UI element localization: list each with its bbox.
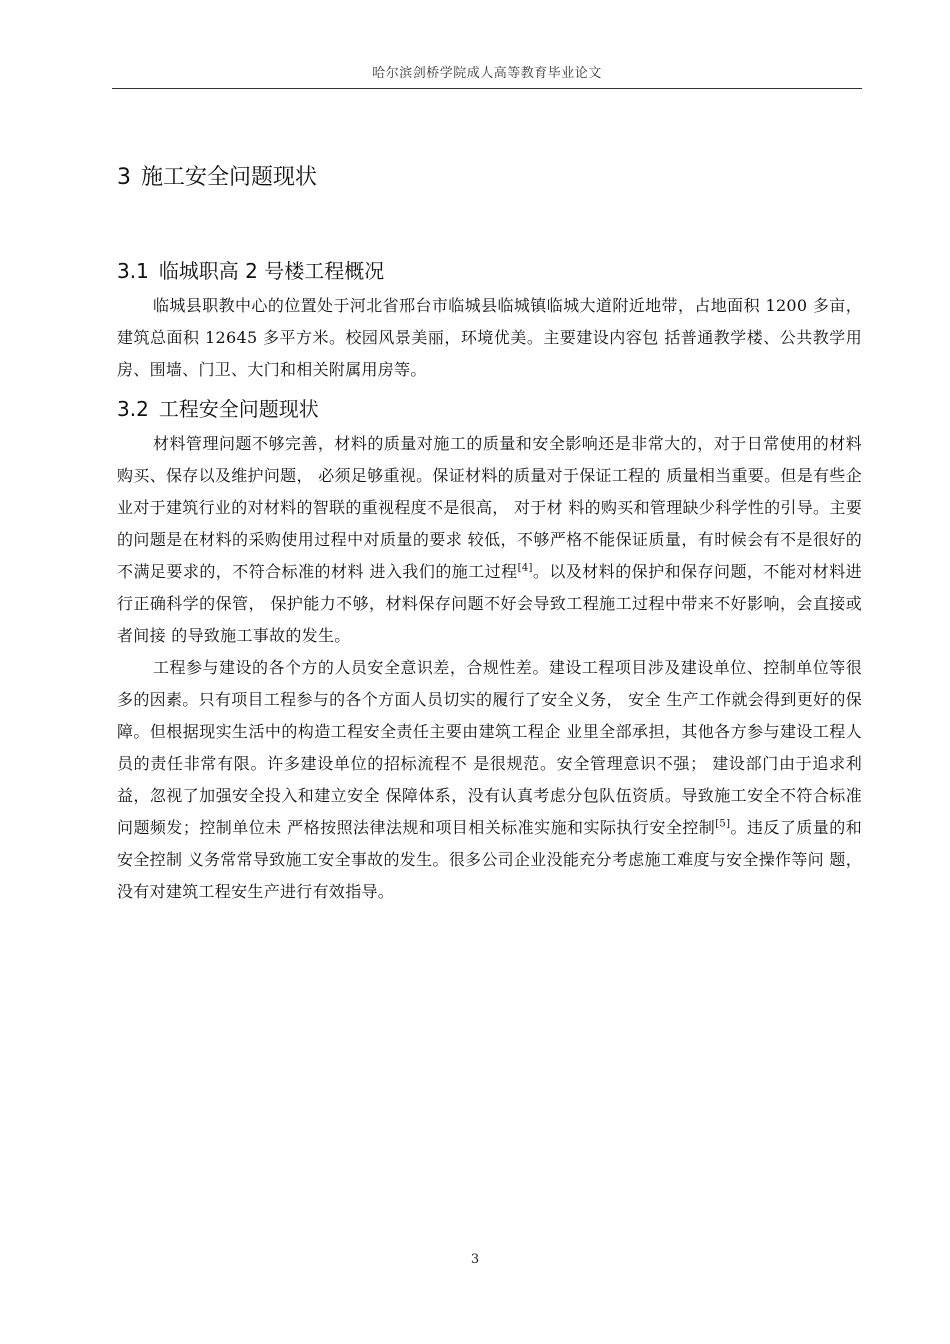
paragraph (117, 428, 862, 652)
page-content (117, 160, 862, 908)
paragraph: 临城县职教中心的位置处于河北省邢台市临城县临城镇临城大道附近地带，占地面积 1200 多亩，建筑总面积 12645 多平方米。校园风景美丽，环境优美。主要建设内容包 括普通教学楼、公共教学用房、围墙、门卫、大门和相关附属用房等。 (117, 296, 862, 379)
paragraph-text: 。违反了质量的和安全控制 义务常常导致施工安全事故的发生。很多公司企业没能充分考虑施工难度与安全操作等问 题，没有对建筑工程安生产进行有效指导。 (117, 818, 862, 901)
section-title (117, 256, 862, 286)
section-number: 3.1 (117, 259, 149, 283)
header-divider (112, 88, 862, 89)
section-title (117, 394, 862, 424)
chapter-title (117, 160, 862, 196)
citation: [4] (517, 562, 533, 574)
paragraph-text: 工程参与建设的各个方的人员安全意识差，合规性差。建设工程项目涉及建设单位、控制单位等很多的因素。只有项目工程参与的各个方面人员切实的履行了安全义务， 安全 生产工作就会得到更好的保障。但根据现实生活中的构造工程安全责任主要由建筑工程企 业里全部承担，其他各方参与建设工程人员的责任非常有限。许多建设单位的招标流程不 是很规范。安全管理意识不强； 建设部门由于追求利益，忽视了加强安全投入和建立安全 保障体系，没有认真考虑分包队伍资质。导致施工安全不符合标准问题频发；控制单位未 严格按照法律法规和项目相关标准实施和实际执行安全控制 (117, 658, 862, 837)
paragraph (117, 652, 862, 908)
paragraph-text: 。以及材料的保护和保存问题，不能对材料进行正确科学的保管， 保护能力不够，材料保存问题不好会导致工程施工过程中带来不好影响，会直接或者间接 的导致施工事故的发生。 (117, 562, 862, 645)
paragraph-text: 材料管理问题不够完善，材料的质量对施工的质量和安全影响还是非常大的，对于日常使用的材料购买、保存以及维护问题， 必须足够重视。保证材料的质量对于保证工程的 质量相当重要。但是有些企业对于建筑行业的对材料的智联的重视程度不是很高， 对于材 料的购买和管理缺少科学性的引导。主要的问题是在材料的采购使用过程中对质量的要求 较低，不够严格不能保证质量，有时候会有不是很好的不满足要求的，不符合标准的材料 进入我们的施工过程 (117, 434, 862, 581)
section-number: 3.2 (117, 397, 149, 421)
chapter-title-text: 施工安全问题现状 (141, 165, 318, 190)
page-number: 3 (470, 1252, 480, 1267)
chapter-number: 3 (117, 165, 131, 190)
section-title-text: 临城职高 2 号楼工程概况 (158, 259, 385, 283)
section-title-text: 工程安全问题现状 (158, 397, 319, 421)
citation: [5] (715, 818, 731, 830)
page-header: 哈尔滨剑桥学院成人高等教育毕业论文 (372, 66, 602, 81)
